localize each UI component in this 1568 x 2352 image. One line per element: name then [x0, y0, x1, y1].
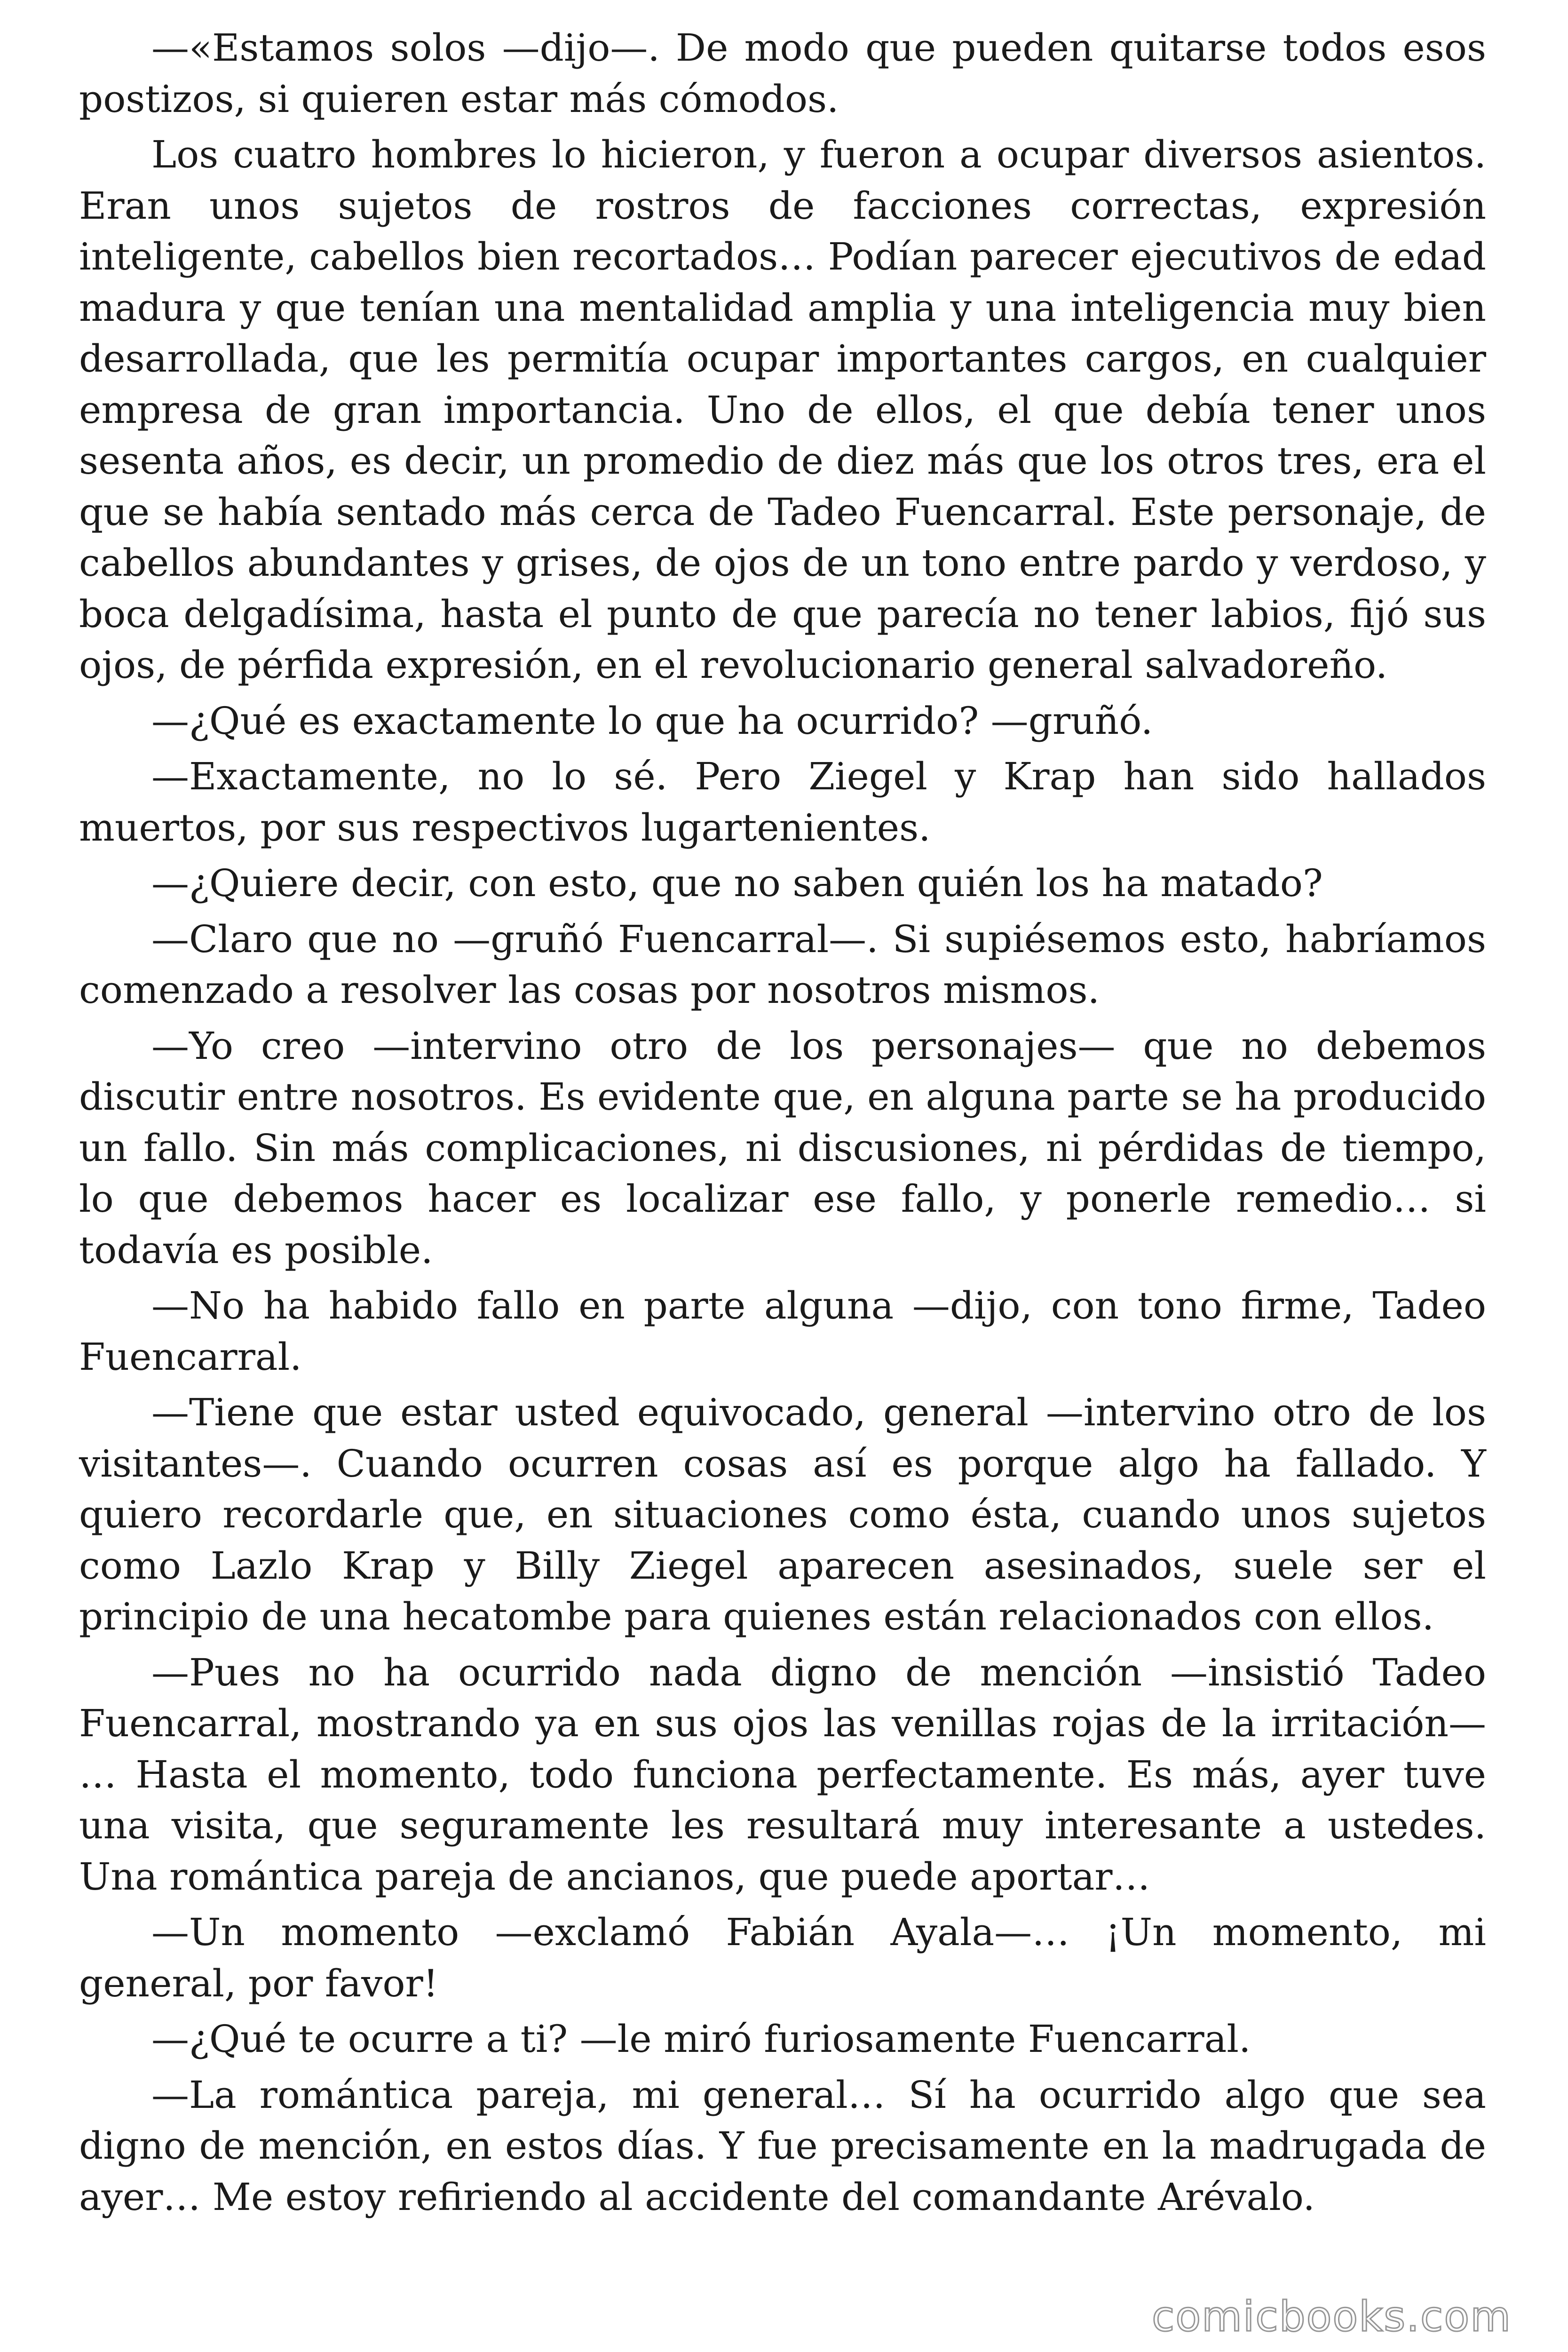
watermark: comicbooks.com — [1151, 2292, 1512, 2341]
paragraph: —¿Quiere decir, con esto, que no saben quién los ha matado? — [151, 861, 1323, 905]
paragraph: —Tiene que estar usted equivocado, general —intervino otro de los visitantes—. Cuando ocurren cosas así es porque algo ha fallado. Y quiero recordarle que, en situaciones como ésta, cuando unos sujetos como Lazlo Krap y Billy Ziegel aparecen asesinados, suele ser el principio de una hecatombe para quienes están relacionados con ellos. — [79, 1391, 1486, 1638]
paragraph: —¿Qué es exactamente lo que ha ocurrido? —gruñó. — [151, 699, 1153, 743]
paragraph: —¿Qué te ocurre a ti? —le miró furiosamente Fuencarral. — [151, 2017, 1251, 2061]
paragraph: Los cuatro hombres lo hicieron, y fueron a ocupar diversos asientos. Eran unos sujetos de rostros de facciones correctas, expresión inteligente, cabellos bien recortados… Podían parecer ejecutivos de edad madura y que tenían una mentalidad amplia y una inteligencia muy bien desarrollada, que les permitía ocupar importantes cargos, en cualquier empresa de gran importancia. Uno de ellos, el que debía tener unos sesenta años, es decir, un promedio de diez más que los otros tres, era el que se había sentado más cerca de Tadeo Fuencarral. Este personaje, de cabellos abundantes y grises, de ojos de un tono entre pardo y verdoso, y boca delgadísima, hasta el punto de que parecía no tener labios, fijó sus ojos, de pérfida expresión, en el revolucionario general salvadoreño. — [79, 133, 1486, 687]
paragraph: —Claro que no —gruñó Fuencarral—. Si supiésemos esto, habríamos comenzado a resolver las cosas por nosotros mismos. — [79, 917, 1486, 1012]
paragraph: —Un momento —exclamó Fabián Ayala—… ¡Un momento, mi general, por favor! — [79, 1910, 1486, 2005]
paragraph: —No ha habido fallo en parte alguna —dijo, con tono firme, Tadeo Fuencarral. — [79, 1284, 1486, 1379]
paragraph: —Pues no ha ocurrido nada digno de mención —insistió Tadeo Fuencarral, mostrando ya en sus ojos las venillas rojas de la irritación— … Hasta el momento, todo funciona perfectamente. Es más, ayer tuve una visita, que seguramente les resultará muy interesante a ustedes. Una romántica pareja de ancianos, que puede aportar… — [79, 1650, 1486, 1899]
paragraph: —Exactamente, no lo sé. Pero Ziegel y Krap han sido hallados muertos, por sus respectivos lugartenientes. — [79, 755, 1486, 850]
paragraph: —«Estamos solos —dijo—. De modo que pueden quitarse todos esos postizos, si quieren estar más cómodos. — [79, 26, 1486, 121]
book-page-text — [79, 23, 1486, 2227]
paragraph: —La romántica pareja, mi general… Sí ha ocurrido algo que sea digno de mención, en estos días. Y fue precisamente en la madrugada de ayer… Me estoy refiriendo al accidente del comandante Arévalo. — [79, 2073, 1486, 2219]
paragraph: —Yo creo —intervino otro de los personajes— que no debemos discutir entre nosotros. Es evidente que, en alguna parte se ha producido un fallo. Sin más complicaciones, ni discusiones, ni pérdidas de tiempo, lo que debemos hacer es localizar ese fallo, y ponerle remedio… si todavía es posible. — [79, 1024, 1486, 1272]
